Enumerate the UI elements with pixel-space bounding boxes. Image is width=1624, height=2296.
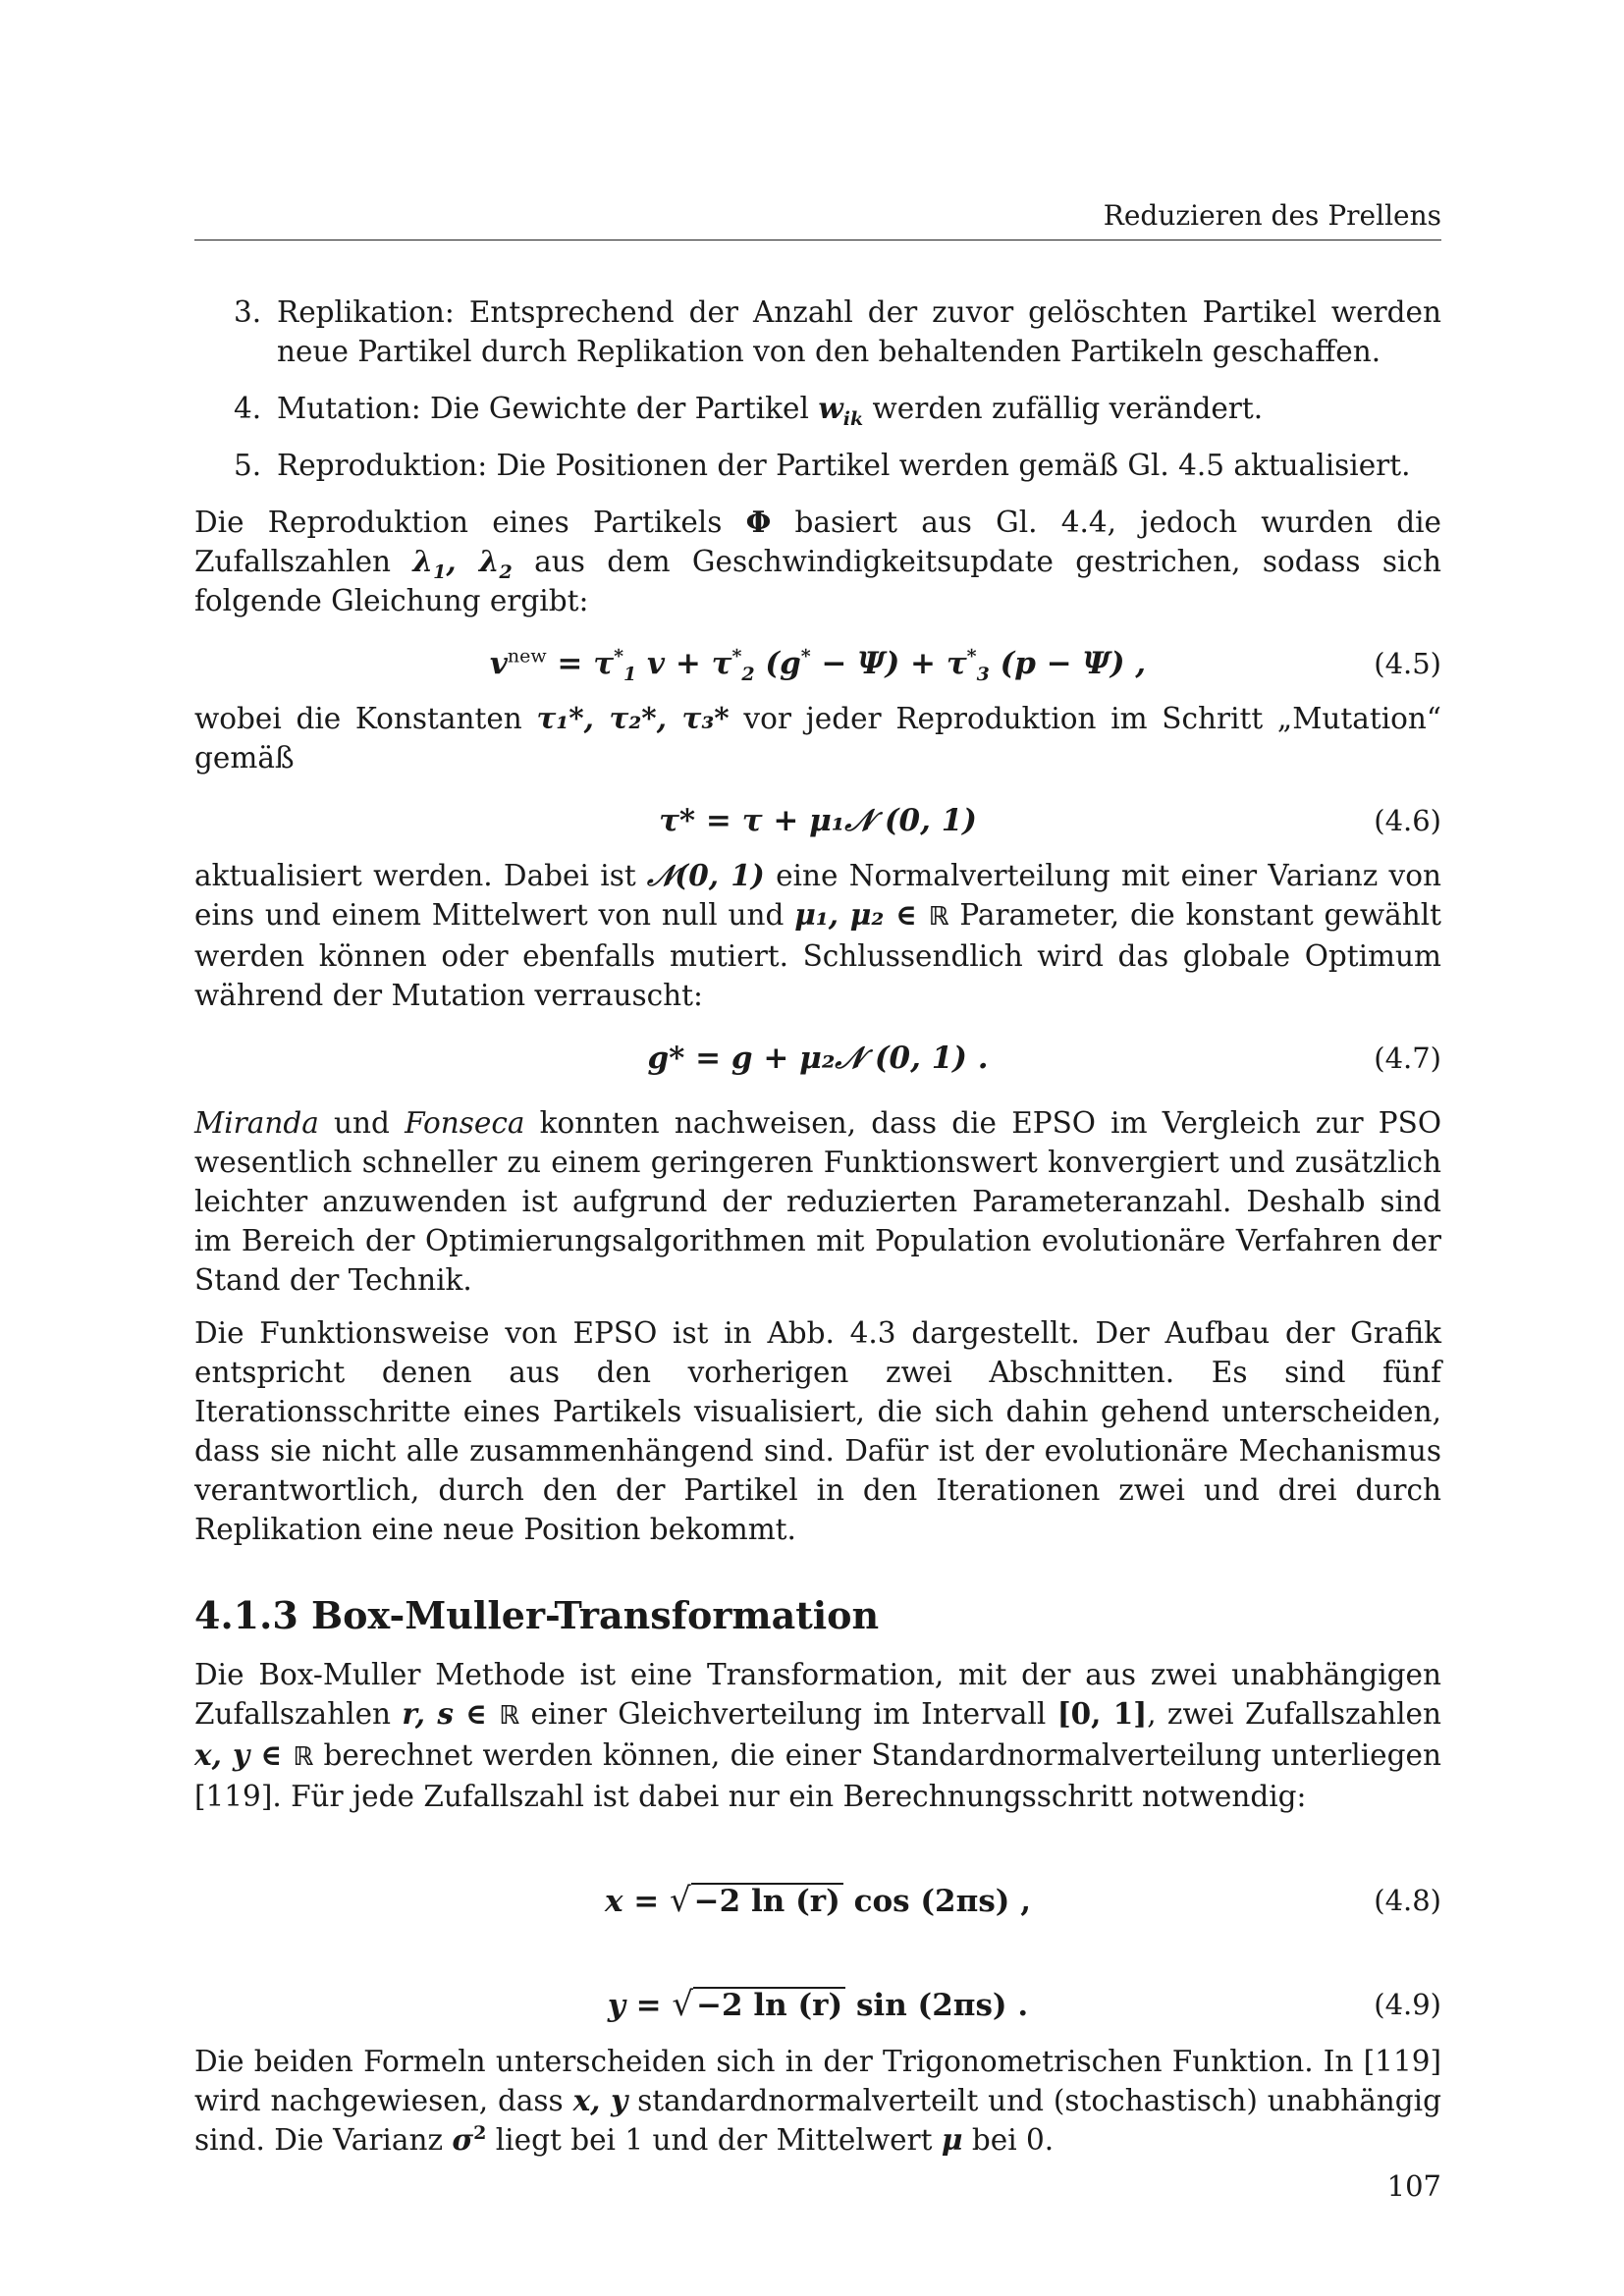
- list-item: [194, 293, 1441, 371]
- math-lambda: λ: [412, 544, 434, 578]
- radical-sign: √: [672, 1985, 694, 2024]
- math-term: (g: [754, 646, 801, 681]
- paragraph-reproduction: [194, 503, 1441, 620]
- math-term: (p − Ψ) ,: [989, 646, 1147, 681]
- equation-number: (4.5): [1374, 647, 1441, 680]
- text: und: [318, 1106, 406, 1140]
- math-tau: τ: [946, 646, 967, 681]
- paragraph-box-muller: [194, 1655, 1441, 1816]
- math-superscript: 2: [473, 2122, 487, 2145]
- math-lhs: x =: [604, 1884, 670, 1919]
- math-star: *: [966, 645, 977, 667]
- list-text: Reproduktion: Die Positionen der Partikel werden gemäß Gl. 4.5 aktualisiert.: [277, 449, 1411, 482]
- text: standardnormalverteilt und (stochastisch) unabhängig sind. Die Varianz: [194, 2084, 1441, 2157]
- math-sigma: σ: [452, 2122, 474, 2157]
- page-number: 107: [1386, 2169, 1441, 2203]
- math-reals: ℝ: [928, 902, 949, 932]
- radical-sign: √: [670, 1881, 691, 1920]
- list-number: 4.: [234, 392, 262, 425]
- math-mu: μ: [941, 2122, 963, 2157]
- equation-4-8: [194, 1830, 1441, 1936]
- text: eine Normalverteilung mit einer Varianz von eins und einem Mittelwert von null und: [194, 859, 1441, 932]
- equation-body: g* = g + μ₂𝒩 (0, 1) .: [647, 1041, 989, 1076]
- equation-4-7: [194, 1029, 1441, 1090]
- author-name: Miranda: [194, 1106, 319, 1140]
- equation-number: (4.6): [1374, 804, 1441, 837]
- text: basiert aus Gl. 4.4, jedoch wurden die Zufallszahlen: [194, 506, 1441, 578]
- equation-body: [194, 1985, 1441, 2025]
- running-header: Reduzieren des Prellens: [1103, 199, 1441, 232]
- math-reals: ℝ: [499, 1701, 520, 1731]
- equation-number: (4.8): [1374, 1884, 1441, 1917]
- page-content: [194, 293, 1441, 2173]
- math-radicand: −2 ln (r): [693, 1987, 845, 2022]
- math-weight: [818, 391, 864, 430]
- list-item: [194, 446, 1441, 485]
- equation-body: [194, 1881, 1441, 1921]
- list-text: werden zufällig verändert.: [863, 392, 1264, 425]
- paragraph-normal-distribution: [194, 856, 1441, 1015]
- math-rs: r, s ∈: [402, 1696, 500, 1731]
- paragraph-miranda-fonseca: [194, 1103, 1441, 1300]
- math-star: *: [800, 645, 811, 667]
- text: bei 0.: [962, 2123, 1055, 2157]
- author-name: Fonseca: [405, 1106, 525, 1140]
- text: vor jeder Reproduktion im Schritt „Mutation“ gemäß: [194, 702, 1441, 774]
- list-text: Replikation: Entsprechend der Anzahl der zuvor gelöschten Partikel werden neue Partikel durch Replikation von den behaltenden Partikeln geschaffen.: [277, 295, 1441, 368]
- equation-number: (4.9): [1374, 1988, 1441, 2021]
- list-number: 3.: [234, 295, 262, 329]
- equation-4-6: [194, 791, 1441, 852]
- math-subscript: 2: [499, 561, 513, 583]
- equation-body: [194, 644, 1441, 686]
- text: wobei die Konstanten: [194, 702, 537, 735]
- math-op: =: [546, 646, 594, 681]
- math-subscript: 3: [976, 664, 990, 686]
- math-v: v: [489, 646, 508, 681]
- paragraph-constants: [194, 699, 1441, 777]
- math-phi: Φ: [745, 505, 772, 539]
- paragraph-epso-figure: Die Funktionsweise von EPSO ist in Abb. 4.3 dargestellt. Der Aufbau der Grafik entspricht denen aus den vorherigen zwei Abschnitten. Es sind fünf Iterationsschritte eines Partikels visualisiert, die sich dahin gehend unterscheiden, dass sie nicht alle zusammenhängend sind. Dafür ist der evolutionäre Mechanismus verantwortlich, durch den der Partikel in den Iterationen zwei und drei durch Replikation eine neue Position bekommt.: [194, 1316, 1441, 1546]
- math-xy: x, y: [572, 2083, 628, 2117]
- math-normal: 𝒩(0, 1): [647, 858, 765, 892]
- math-term: − Ψ) +: [810, 646, 947, 681]
- math-comma: ,: [446, 544, 479, 578]
- list-text: Mutation: Die Gewichte der Partikel: [277, 392, 819, 425]
- text: berechnet werden können, die einer Standardnormalverteilung unterliegen [119]. Für jede Zufallszahl ist dabei nur ein Berechnungsschritt notwendig:: [194, 1738, 1441, 1813]
- equation-number: (4.7): [1374, 1041, 1441, 1075]
- math-subscript: 1: [623, 664, 637, 686]
- math-taus: τ₁*, τ₂*, τ₃*: [536, 701, 730, 735]
- math-subscript: ik: [842, 407, 864, 430]
- list-item: [194, 389, 1441, 428]
- text: Die Reproduktion eines Partikels: [194, 506, 746, 539]
- section-heading: 4.1.3 Box-Muller-Transformation: [194, 1593, 880, 1637]
- math-symbol: w: [818, 391, 843, 425]
- math-reals: ℝ: [293, 1742, 314, 1772]
- paragraph-conclusion: [194, 2042, 1441, 2160]
- math-mu: μ₁, μ₂ ∈: [794, 897, 929, 932]
- math-lambda: λ: [478, 544, 500, 578]
- text: aktualisiert werden. Dabei ist: [194, 859, 648, 892]
- page: [194, 187, 1441, 2248]
- math-superscript: new: [507, 645, 547, 667]
- step-list: [194, 293, 1441, 485]
- math-term: sin (2πs) .: [845, 1988, 1029, 2023]
- text: Die Box-Muller Methode ist eine Transformation, mit der aus zwei unabhängigen Zufallszahlen: [194, 1658, 1441, 1731]
- text: Die beiden Formeln unterscheiden sich in der Trigonometrischen Funktion. In [119] wird nachgewiesen, dass: [194, 2045, 1441, 2117]
- math-lhs: y =: [607, 1988, 673, 2023]
- math-xy: x, y ∈: [194, 1737, 294, 1772]
- text: konnten nachweisen, dass die EPSO im Vergleich zur PSO wesentlich schneller zu einem geringeren Funktionswert konvergiert und zusätzlich leichter anzuwenden ist aufgrund der reduzierten Parameteranzahl. Deshalb sind im Bereich der Optimierungsalgorithmen mit Population evolutionäre Verfahren der Stand der Technik.: [194, 1106, 1441, 1297]
- text: Parameter, die konstant gewählt werden können oder ebenfalls mutiert. Schlussendlich wird das globale Optimum während der Mutation verrauscht:: [194, 898, 1442, 1012]
- list-number: 5.: [234, 449, 262, 482]
- math-term: v +: [636, 646, 712, 681]
- text: liegt bei 1 und der Mittelwert: [486, 2123, 942, 2157]
- text: einer Gleichverteilung im Intervall: [519, 1697, 1057, 1731]
- math-interval: [0, 1]: [1056, 1696, 1148, 1731]
- equation-body: τ* = τ + μ₁𝒩 (0, 1): [659, 803, 977, 838]
- equation-4-5: [194, 634, 1441, 695]
- math-tau: τ: [593, 646, 615, 681]
- equation-4-9: [194, 1940, 1441, 2038]
- math-tau: τ: [711, 646, 732, 681]
- text: aus dem Geschwindigkeitsupdate gestrichen, sodass sich folgende Gleichung ergibt:: [194, 545, 1441, 617]
- text: , zwei Zufallszahlen: [1147, 1697, 1442, 1731]
- math-subscript: 2: [741, 664, 755, 686]
- math-term: cos (2πs) ,: [842, 1884, 1032, 1919]
- math-star: *: [731, 645, 742, 667]
- math-star: *: [614, 645, 623, 667]
- math-subscript: 1: [433, 561, 447, 583]
- math-radicand: −2 ln (r): [691, 1883, 843, 1918]
